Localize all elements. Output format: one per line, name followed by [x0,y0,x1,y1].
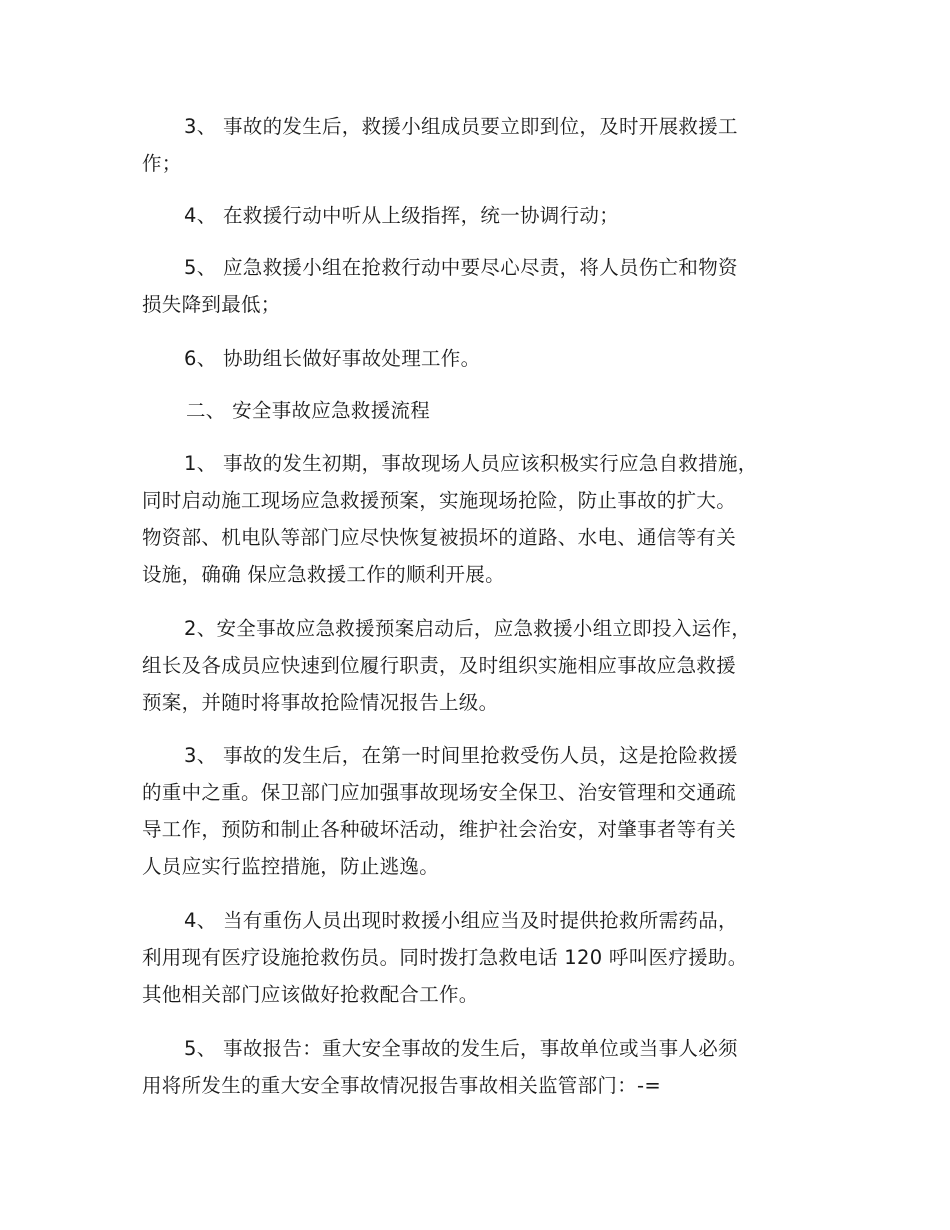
text-line: 5、 应急救援小组在抢救行动中要尽心尽责，将人员伤亡和物资 [184,256,738,279]
text-line: 3、 事故的发生后，救援小组成员要立即到位，及时开展救援工 [184,115,738,138]
text-line: 导工作，预防和制止各种破坏活动，维护社会治安，对肇事者等有关 [142,818,737,841]
paragraph-flow-4 [142,902,807,1013]
paragraph-item-5 [142,249,807,323]
paragraph-item-6 [142,340,807,377]
text-line: 预案，并随时将事故抢险情况报告上级。 [142,691,499,714]
paragraph-flow-3 [142,737,807,885]
text-line: 其他相关部门应该做好抢救配合工作。 [142,983,479,1006]
paragraph-flow-5 [142,1030,807,1104]
text-line: 利用现有医疗设施抢救伤员。同时拨打急救电话 120 呼叫医疗援助。 [142,946,748,969]
section-heading: 二、 安全事故应急救援流程 [186,399,431,422]
paragraph-flow-1 [142,445,807,593]
text-line: 用将所发生的重大安全事故情况报告事故相关监管部门：-= [142,1074,661,1097]
text-line: 组长及各成员应快速到位履行职责，及时组织实施相应事故应急救援 [142,654,737,677]
text-line: 人员应实行监控措施，防止逃逸。 [142,855,440,878]
text-line: 2、安全事故应急救援预案启动后，应急救援小组立即投入运作， [184,617,752,640]
text-line: 损失降到最低； [142,293,281,316]
text-line: 5、 事故报告：重大安全事故的发生后，事故单位或当事人必须 [184,1037,738,1060]
text-line: 作； [142,152,182,175]
text-line: 设施，确确 保应急救援工作的顺利开展。 [142,563,505,586]
text-line: 4、 在救援行动中听从上级指挥，统一协调行动； [184,204,620,227]
text-line: 同时启动施工现场应急救援预案，实施现场抢险，防止事故的扩大。 [142,489,737,512]
text-line: 3、 事故的发生后，在第一时间里抢救受伤人员，这是抢险救援 [184,744,738,767]
paragraph-item-3 [142,108,807,182]
text-line: 物资部、机电队等部门应尽快恢复被损坏的道路、水电、通信等有关 [142,526,737,549]
paragraph-item-4 [142,197,807,234]
text-line: 1、 事故的发生初期，事故现场人员应该积极实行应急自救措施， [184,452,758,475]
text-line: 的重中之重。保卫部门应加强事故现场安全保卫、治安管理和交通疏 [142,781,737,804]
text-line: 4、 当有重伤人员出现时救援小组应当及时提供抢救所需药品， [184,909,738,932]
paragraph-flow-2 [142,610,807,721]
text-line: 6、 协助组长做好事故处理工作。 [184,347,481,370]
